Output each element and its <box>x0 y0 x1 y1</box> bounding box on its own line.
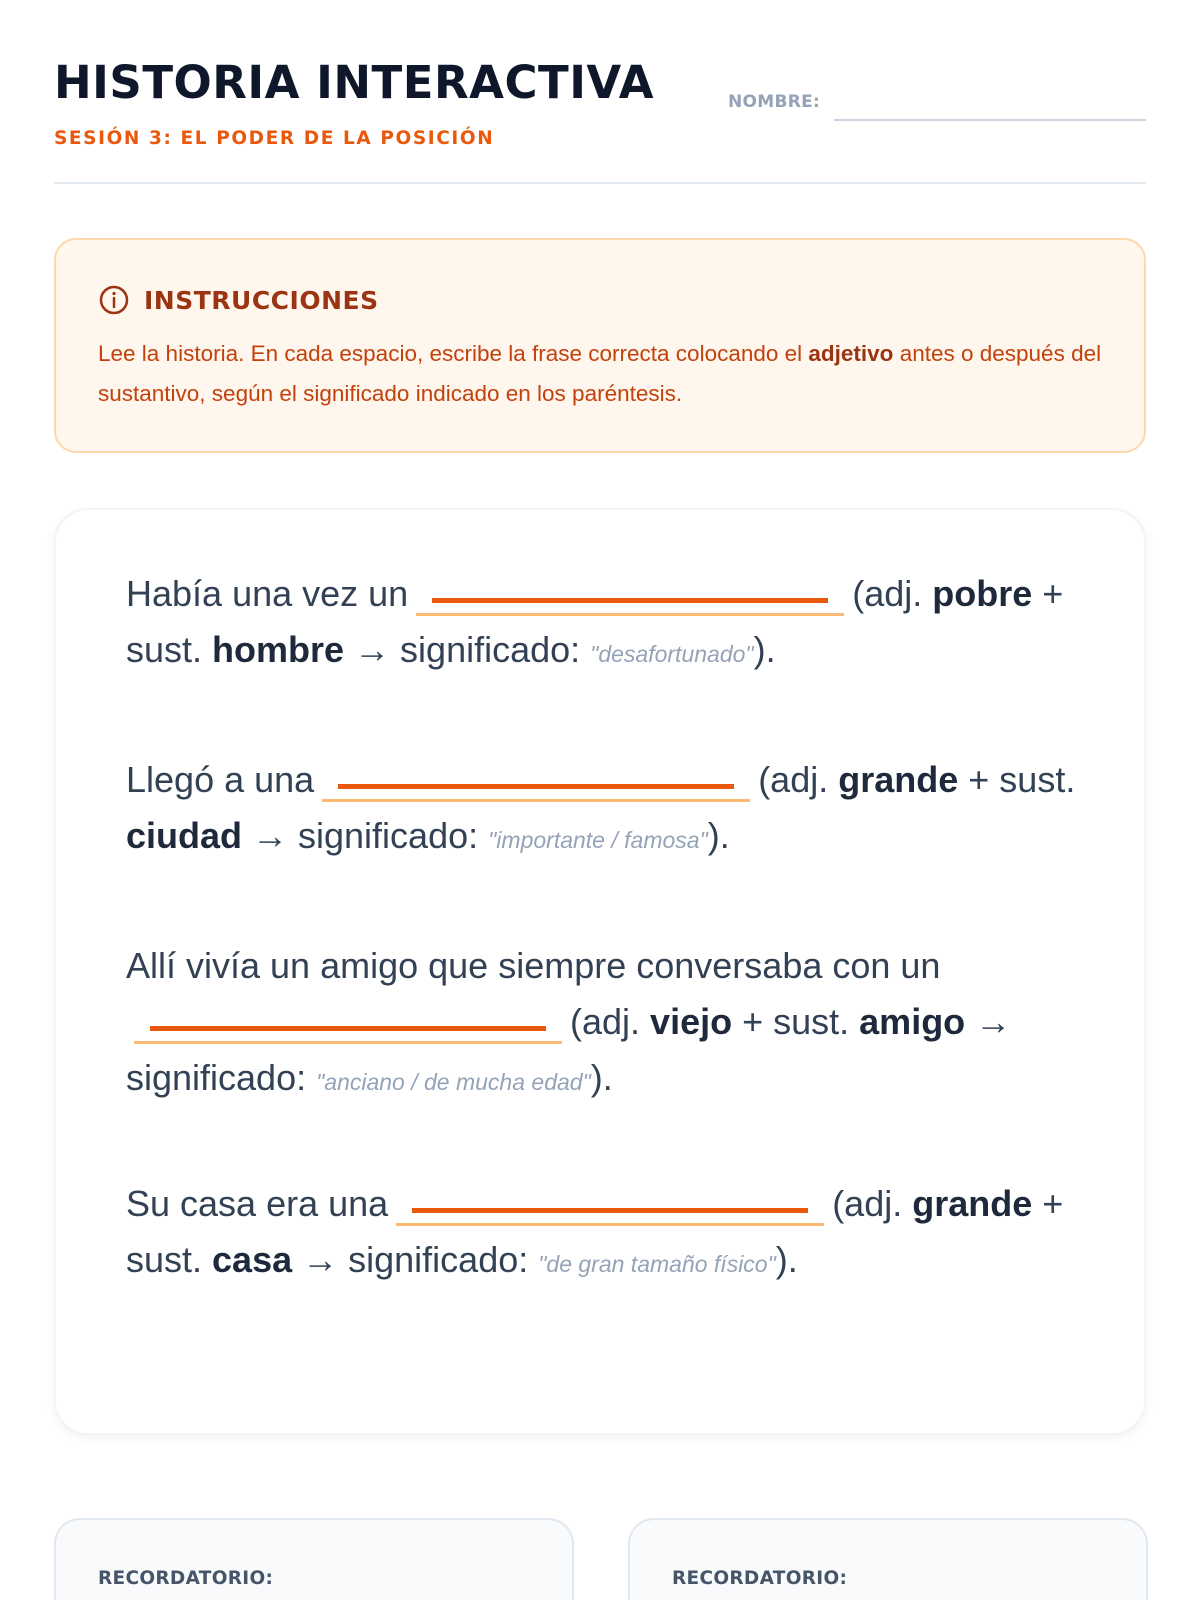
instructions-text: Lee la historia. En cada espacio, escribe la frase correcta colocando el adjetivo antes o después del sustantivo, según el significado indicado en los paréntesis. <box>98 341 1102 406</box>
story-sentence-2: Llegó a una (adj. grande + sust. ciudad → significado: "importante / famosa"). <box>126 759 1076 856</box>
meaning-hint: "de gran tamaño físico" <box>538 1251 776 1277</box>
reminder-card-1 <box>54 1518 574 1600</box>
instructions-keyword: adjetivo <box>808 341 894 366</box>
meaning-hint: "desafortunado" <box>590 641 754 667</box>
name-label: NOMBRE: <box>728 92 821 112</box>
instructions-box <box>54 238 1146 453</box>
story-sentence-4: Su casa era una (adj. grande + sust. casa → significado: "de gran tamaño físico"). <box>126 1183 1064 1280</box>
reminder-title: RECORDATORIO: <box>672 1568 848 1589</box>
name-field[interactable] <box>834 119 1146 121</box>
story-sentence-1: Había una vez un (adj. pobre + sust. hombre → significado: "desafortunado"). <box>126 573 1064 670</box>
story-card <box>54 508 1146 1435</box>
reminder-title: RECORDATORIO: <box>98 1568 274 1589</box>
answer-blank-3[interactable] <box>134 1004 562 1044</box>
answer-blank-2[interactable] <box>322 762 750 802</box>
session-subtitle: SESIÓN 3: EL PODER DE LA POSICIÓN <box>54 128 495 149</box>
info-icon <box>98 284 130 316</box>
page-title: HISTORIA INTERACTIVA <box>54 56 655 109</box>
story-sentence-3: Allí vivía un amigo que siempre conversaba con un(adj. viejo + sust. amigo → significado: "anciano / de mucha edad"). <box>126 945 1012 1098</box>
worksheet-header <box>54 52 1146 184</box>
answer-blank-4[interactable] <box>396 1186 824 1226</box>
answer-blank-1[interactable] <box>416 576 844 616</box>
instructions-title: INSTRUCCIONES <box>144 285 379 315</box>
instructions-header <box>98 284 379 316</box>
reminder-card-2 <box>628 1518 1148 1600</box>
meaning-hint: "importante / famosa" <box>488 827 708 853</box>
meaning-hint: "anciano / de mucha edad" <box>316 1069 591 1095</box>
